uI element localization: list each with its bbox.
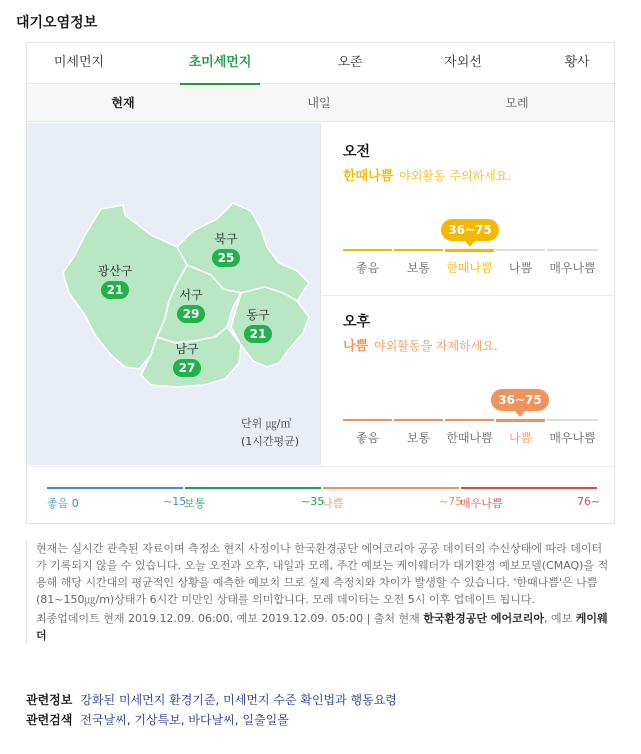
scale-bar <box>343 419 392 421</box>
link-separator: , <box>234 713 243 727</box>
legend-good-end: ~15 <box>163 495 187 508</box>
district-name: 광산구 <box>97 264 133 278</box>
time-subtabs <box>27 85 614 122</box>
tab-ozone[interactable]: 오존 <box>337 55 363 70</box>
link-separator: , <box>215 693 224 707</box>
district-nam[interactable] <box>159 341 215 377</box>
legend-normal-end: ~35 <box>301 495 325 508</box>
notice-body: 현재는 실시간 관측된 자료이며 측정소 현지 사정이나 한국환경공단 에어코리아 공공 데이터의 수신상태에 따라 데이터가 기록되지 않을 수 있습니다. 오늘 오전과 오후, 내일과 모레, 주간 예보는 케이웨더가 대기환경 예보모델(CMAQ)을 적용해 해당 시간대의 평균적인 상황을 예측한 예보치 므로 실제 측정치와 차이가 발생할 수 있습니다. '한때나쁨'은 나쁨(81~150㎍/m)상태가 6시간 미만인 상태를 의미합니다. 모레 데이터는 오전 5시 이후 업데이트 됩니다. <box>36 542 609 606</box>
legend-bad-end: ~75 <box>439 495 463 508</box>
district-map <box>27 123 320 465</box>
afternoon-range-bubble: 36~75 <box>491 389 549 411</box>
update-info <box>36 610 612 644</box>
afternoon-title: 오후 <box>343 314 371 330</box>
district-buk[interactable] <box>198 231 254 267</box>
morning-level: 한때나쁨 <box>343 169 394 184</box>
district-value-badge: 21 <box>244 325 272 343</box>
district-name: 북구 <box>214 232 238 246</box>
district-name: 서구 <box>179 288 203 302</box>
morning-message: 야외활동 주의하세요. <box>399 169 512 183</box>
scale-label-bad: 나쁨 <box>508 261 533 275</box>
search-link[interactable]: 전국날씨 <box>80 713 127 727</box>
forecast-area <box>321 123 614 465</box>
source-airkorea-link[interactable]: 한국환경공단 에어코리아 <box>423 612 545 625</box>
search-link[interactable]: 바다날씨 <box>188 713 235 727</box>
morning-title: 오전 <box>343 144 371 160</box>
district-value-badge: 29 <box>177 305 205 323</box>
scale-bar <box>394 249 443 251</box>
subtab-day-after[interactable]: 모레 <box>505 96 529 110</box>
district-value-badge: 21 <box>101 281 129 299</box>
morning-range-bubble: 36~75 <box>441 219 499 241</box>
legend-very-bad-start: 76~ <box>577 495 601 508</box>
morning-scale <box>343 249 598 289</box>
district-value-badge: 25 <box>212 249 240 267</box>
scale-label-good: 좋음 <box>355 261 380 275</box>
related-search <box>26 711 289 728</box>
pm-legend <box>27 466 614 524</box>
link-separator: , <box>126 713 135 727</box>
legend-bar-bad <box>323 487 459 489</box>
scale-label-good: 좋음 <box>355 431 380 445</box>
pollutant-tabs <box>27 43 614 84</box>
scale-bar <box>394 419 443 421</box>
district-gwangsan[interactable] <box>87 263 143 299</box>
related-link[interactable]: 미세먼지 수준 확인법과 행동요령 <box>223 693 397 707</box>
air-quality-panel <box>26 42 615 524</box>
tab-pm25[interactable]: 초미세먼지 <box>180 43 260 84</box>
related-link[interactable]: 강화된 미세먼지 환경기준 <box>80 693 216 707</box>
tab-pm10[interactable]: 미세먼지 <box>53 55 105 70</box>
legend-bar-normal <box>185 487 321 489</box>
tab-uv[interactable]: 자외선 <box>444 55 482 70</box>
afternoon-status <box>343 335 498 354</box>
legend-bar-good <box>47 487 183 489</box>
related-info <box>26 691 397 708</box>
unit-note <box>241 415 299 451</box>
subtab-tomorrow[interactable]: 내일 <box>307 96 331 110</box>
update-text: 최종업데이트 현재 2019.12.09. 06:00, 예보 2019.12.09. 05:00 | 출처 현재 <box>36 612 424 625</box>
legend-bar-very-bad <box>461 487 597 489</box>
legend-normal-label: 보통 <box>184 497 206 510</box>
afternoon-level: 나쁨 <box>343 339 369 354</box>
data-notice <box>26 540 612 644</box>
related-search-label: 관련검색 <box>26 713 73 727</box>
page-title: 대기오염정보 <box>16 15 98 31</box>
scale-bar <box>547 419 598 421</box>
source-separator: , 예보 <box>544 612 576 625</box>
scale-bar <box>496 249 545 251</box>
search-link[interactable]: 기상특보 <box>134 713 181 727</box>
afternoon-scale <box>343 419 598 459</box>
related-info-label: 관련정보 <box>26 693 73 707</box>
search-link[interactable]: 일출일몰 <box>242 713 289 727</box>
link-separator: , <box>180 713 189 727</box>
district-name: 남구 <box>175 342 199 356</box>
tab-yellow-dust[interactable]: 황사 <box>564 55 590 70</box>
unit-label: 단위 ㎍/㎥ <box>241 417 292 430</box>
legend-good-start: 좋음 0 <box>47 497 79 510</box>
district-name: 동구 <box>246 308 270 322</box>
scale-label-temp-bad: 한때나쁨 <box>446 431 493 445</box>
legend-very-bad-label: 매우나쁨 <box>460 497 503 510</box>
afternoon-message: 야외활동을 자제하세요. <box>374 339 498 353</box>
scale-bar <box>445 249 494 252</box>
scale-bar <box>343 249 392 251</box>
scale-label-bad: 나쁨 <box>508 431 533 445</box>
scale-label-normal: 보통 <box>406 431 431 445</box>
scale-label-temp-bad: 한때나쁨 <box>446 261 493 275</box>
scale-bar <box>496 419 545 422</box>
scale-label-very-bad: 매우나쁨 <box>549 261 596 275</box>
scale-label-very-bad: 매우나쁨 <box>549 431 596 445</box>
district-seo[interactable] <box>163 287 219 323</box>
forecast-divider <box>321 295 614 296</box>
district-dong[interactable] <box>230 307 286 343</box>
legend-bad-label: 나쁨 <box>322 497 344 510</box>
scale-bar <box>445 419 494 421</box>
subtab-now[interactable]: 현재 <box>111 96 135 110</box>
scale-label-normal: 보통 <box>406 261 431 275</box>
source-kweather-link[interactable]: 케이웨더 <box>36 612 608 642</box>
unit-period: (1시간평균) <box>241 435 300 448</box>
scale-bar <box>547 249 598 251</box>
district-value-badge: 27 <box>173 359 201 377</box>
morning-status <box>343 165 511 184</box>
